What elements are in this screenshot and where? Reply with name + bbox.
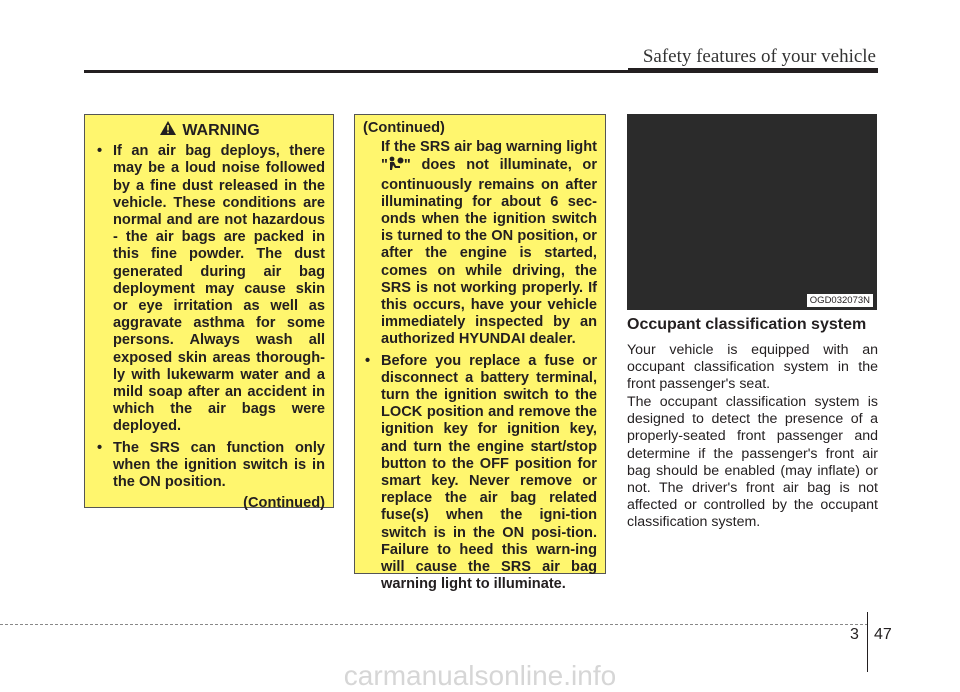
- footer-rule: [0, 624, 868, 625]
- watermark: carmanualsonline.info: [343, 660, 617, 691]
- intro-text-start: If the SRS air bag warning light ": [381, 139, 597, 174]
- section-heading: Occupant classification system: [627, 316, 867, 333]
- photo-caption: OGD032073N: [807, 294, 873, 307]
- warning-item: [95, 440, 325, 492]
- intro-text-end: " does not illuminate, or continuously remains on after illuminating for about 6 sec-onds when the ignition switch is turned to the ON position, or after the engine is started, comes on while driving, the SRS is not working properly. If this occurs, have your vehicle immediately inspected by an authorized HYUNDAI dealer.: [381, 157, 597, 348]
- airbag-warning-icon: [388, 156, 404, 176]
- continued-item-text: Before you replace a fuse or disconnect a battery terminal, turn the ignition switch to the LOCK position and remove the ignition key for ignition key, and turn the engine start/stop button to the OFF position for smart key. Never remove or replace the air bag related fuse(s) when the igni-tion switch is in the ON posi-tion. Failure to heed this warn-ing will cause the SRS air bag warning light to illuminate.: [381, 352, 597, 593]
- warning-title: WARNING: [182, 121, 260, 139]
- continued-intro: [363, 139, 597, 348]
- continued-label: (Continued): [363, 120, 445, 136]
- occupant-classification-photo: [627, 114, 877, 310]
- continued-note: (Continued): [243, 495, 325, 512]
- page-header-title: Safety features of your vehicle: [642, 46, 876, 67]
- body-paragraph: Your vehicle is equipped with an occupant classification system in the front passenger's seat.: [627, 342, 878, 393]
- bullet: •: [97, 143, 103, 160]
- header-rule-accent: [628, 68, 878, 72]
- warning-box: [84, 114, 334, 512]
- warning-item: [95, 143, 325, 435]
- section-number: 3: [850, 626, 859, 643]
- bullet: •: [97, 439, 103, 456]
- warning-heading: [95, 121, 325, 139]
- continued-item: [363, 353, 597, 594]
- body-paragraph: The occupant classification system is designed to detect the presence of a properly-seated front passenger and determine if the passenger's front air bag should be enabled (may inflate) or not. The driver's front air bag is not affected or controlled by the occupant classification system.: [627, 394, 878, 531]
- warning-triangle-icon: [160, 121, 176, 139]
- warning-item-text: If an air bag deploys, there may be a loud noise followed by a fine dust released in the vehicle. These conditions are normal and are not hazardous - the air bags are packed in this fine powder. The dust generated during air bag deployment may cause skin or eye irritation as well as aggravate asthma for some persons. Always wash all exposed skin areas thorough-ly with lukewarm water and a mild soap after an accident in which the air bags were deployed.: [113, 143, 325, 435]
- continued-warning-box: [354, 114, 606, 593]
- warning-item-text: The SRS can function only when the ignition switch is in the ON position.: [113, 439, 325, 491]
- bullet: •: [365, 352, 371, 369]
- page-number: 47: [874, 626, 892, 643]
